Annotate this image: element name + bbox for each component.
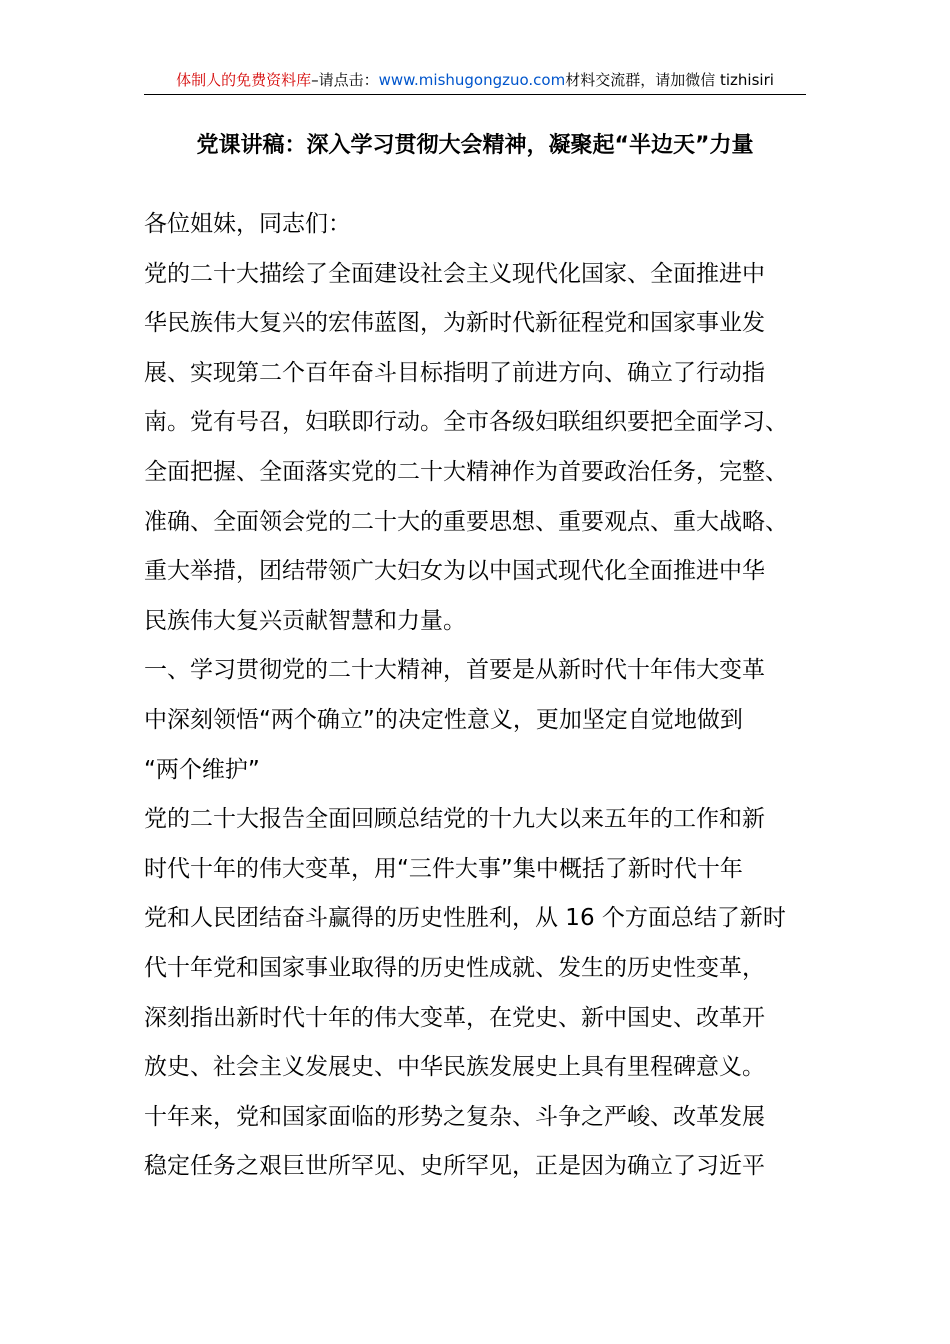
- header-contact: 材料交流群，请加微信 tizhisiri: [565, 71, 774, 89]
- body-line: 中深刻领悟“两个确立”的决定性意义，更加坚定自觉地做到: [144, 706, 743, 733]
- body-line: 稳定任务之艰巨世所罕见、史所罕见，正是因为确立了习近平: [144, 1153, 765, 1180]
- body-line: 十年来，党和国家面临的形势之复杂、斗争之严峻、改革发展: [144, 1103, 765, 1130]
- body-line: 全面把握、全面落实党的二十大精神作为首要政治任务，完整、: [144, 458, 788, 485]
- body-line: 准确、全面领会党的二十大的重要思想、重要观点、重大战略、: [144, 508, 788, 535]
- body-line: 各位姐妹，同志们：: [144, 211, 351, 237]
- header-site-name: 体制人的免费资料库: [176, 71, 312, 89]
- body-line: 展、实现第二个百年奋斗目标指明了前进方向、确立了行动指: [144, 359, 765, 386]
- body-line: 民族伟大复兴贡献智慧和力量。: [144, 607, 466, 634]
- body-line: 重大举措，团结带领广大妇女为以中国式现代化全面推进中华: [144, 558, 765, 585]
- header-prompt: –请点击：: [311, 71, 379, 89]
- page-header: [144, 68, 806, 95]
- body-line: 党的二十大报告全面回顾总结党的十九大以来五年的工作和新: [144, 806, 765, 833]
- body-line: 南。党有号召，妇联即行动。全市各级妇联组织要把全面学习、: [144, 409, 788, 436]
- body-line: 代十年党和国家事业取得的历史性成就、发生的历史性变革，: [144, 954, 765, 981]
- body-line: 时代十年的伟大变革，用“三件大事”集中概括了新时代十年: [144, 855, 743, 882]
- body-line: 一、学习贯彻党的二十大精神，首要是从新时代十年伟大变革: [144, 657, 765, 684]
- document-title: 党课讲稿：深入学习贯彻大会精神，凝聚起“半边天”力量: [196, 133, 754, 158]
- body-line: 华民族伟大复兴的宏伟蓝图，为新时代新征程党和国家事业发: [144, 310, 765, 337]
- document-body: [144, 200, 844, 1192]
- body-line: 放史、社会主义发展史、中华民族发展史上具有里程碑意义。: [144, 1054, 765, 1081]
- body-line: “两个维护”: [144, 756, 260, 783]
- body-line: 党的二十大描绘了全面建设社会主义现代化国家、全面推进中: [144, 260, 765, 287]
- header-url-link[interactable]: www.mishugongzuo.com: [378, 71, 566, 89]
- body-line: 党和人民团结奋斗赢得的历史性胜利，从 16 个方面总结了新时: [144, 905, 786, 932]
- body-line: 深刻指出新时代十年的伟大变革，在党史、新中国史、改革开: [144, 1004, 765, 1031]
